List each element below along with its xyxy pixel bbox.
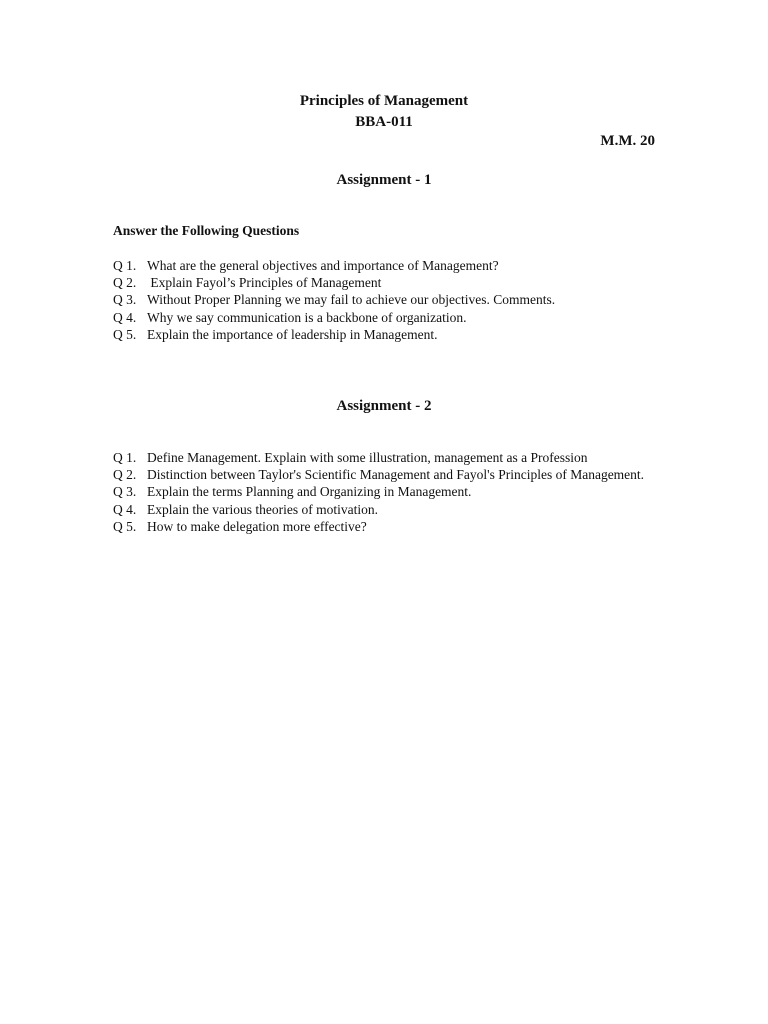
question-text: Explain the various theories of motivation. bbox=[147, 501, 378, 517]
question-number: Q 1. bbox=[113, 258, 137, 273]
question-number: Q 5. bbox=[113, 518, 137, 534]
question-text: Explain Fayol’s Principles of Management bbox=[147, 275, 382, 291]
assignment-2-question-list bbox=[113, 449, 653, 535]
question-text: Define Management. Explain with some illustration, management as a Profession bbox=[147, 450, 588, 465]
question-number: Q 2. bbox=[113, 275, 137, 291]
question-item bbox=[113, 326, 653, 343]
question-text: Explain the terms Planning and Organizing in Management. bbox=[147, 484, 472, 500]
document-title: Principles of Management bbox=[299, 93, 469, 109]
question-item bbox=[113, 291, 653, 308]
question-item bbox=[113, 501, 653, 518]
question-text: Explain the importance of leadership in Management. bbox=[147, 326, 438, 342]
question-item bbox=[113, 309, 653, 326]
question-item bbox=[113, 274, 653, 291]
question-text: Without Proper Planning we may fail to achieve our objectives. Comments. bbox=[147, 292, 556, 308]
question-number: Q 2. bbox=[113, 467, 137, 483]
question-item bbox=[113, 257, 653, 274]
question-text: Distinction between Taylor's Scientific Management and Fayol's Principles of Management. bbox=[147, 467, 645, 483]
question-number: Q 1. bbox=[113, 450, 137, 465]
course-code: BBA-011 bbox=[355, 114, 413, 130]
question-text: How to make delegation more effective? bbox=[147, 518, 367, 534]
question-item bbox=[113, 466, 653, 483]
question-text: Why we say communication is a backbone of organization. bbox=[147, 309, 467, 325]
question-item bbox=[113, 449, 653, 466]
question-number: Q 4. bbox=[113, 501, 137, 517]
question-number: Q 3. bbox=[113, 292, 137, 308]
question-number: Q 5. bbox=[113, 326, 137, 342]
question-number: Q 4. bbox=[113, 309, 137, 325]
question-text: What are the general objectives and importance of Management? bbox=[147, 258, 499, 273]
question-item bbox=[113, 483, 653, 500]
assignment-1-heading: Assignment - 1 bbox=[336, 172, 432, 188]
question-item bbox=[113, 518, 653, 535]
assignment-2-heading: Assignment - 2 bbox=[336, 398, 432, 414]
instruction-text: Answer the Following Questions bbox=[113, 223, 300, 238]
max-marks: M.M. 20 bbox=[600, 133, 655, 149]
assignment-1-question-list bbox=[113, 257, 653, 343]
question-number: Q 3. bbox=[113, 484, 137, 500]
